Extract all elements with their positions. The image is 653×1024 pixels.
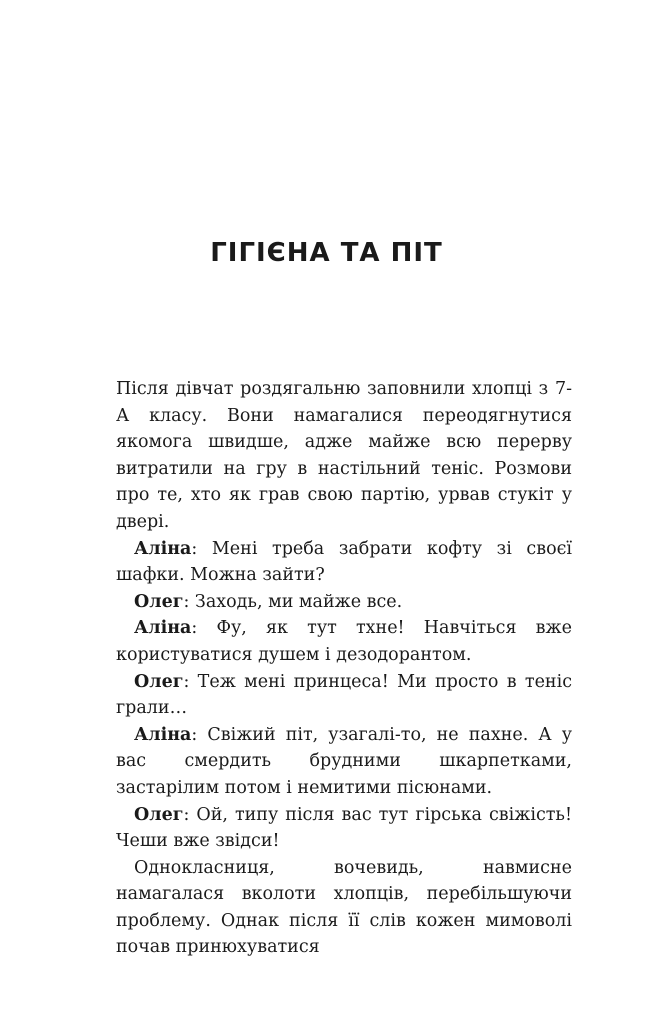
dialogue-text: : Теж мені принцеса! Ми просто в теніс грали… bbox=[116, 671, 572, 719]
dialogue-text: : Мені треба забрати кофту зі своєї шафки. Можна зайти? bbox=[116, 538, 572, 586]
paragraph-narration bbox=[116, 376, 572, 536]
speaker-name: Олег bbox=[134, 671, 184, 692]
dialogue-text: : Заходь, ми майже все. bbox=[183, 591, 403, 612]
paragraph-narration bbox=[116, 855, 572, 961]
paragraph-dialogue bbox=[116, 669, 572, 722]
speaker-name: Аліна bbox=[134, 724, 192, 745]
dialogue-text: : Фу, як тут тхне! Навчіться вже користуватися душем і дезодорантом. bbox=[116, 618, 572, 665]
speaker-name: Аліна bbox=[134, 618, 192, 639]
body-text bbox=[116, 376, 572, 961]
speaker-name: Аліна bbox=[134, 538, 192, 559]
narration-text: Після дівчат роздягальню заповнили хлопці з 7-А класу. Вони намагалися переодягнутися якомога швидше, адже майже всю перерву витратили на гру в настільний теніс. Розмови про те, хто як грав свою партію, урвав стукіт у двері. bbox=[116, 379, 572, 532]
paragraph-dialogue bbox=[116, 589, 572, 616]
paragraph-dialogue bbox=[116, 802, 572, 855]
speaker-name: Олег bbox=[134, 804, 184, 825]
chapter-title: ГІГІЄНА ТА ПІТ bbox=[210, 238, 443, 268]
paragraph-dialogue bbox=[116, 615, 572, 668]
speaker-name: Олег bbox=[134, 591, 184, 612]
dialogue-text: : Свіжий піт, узагалі-то, не пахне. А у вас смердить брудними шкарпетками, застарілим потом і немитими пісюнами. bbox=[116, 724, 572, 798]
dialogue-text: : Ой, типу після вас тут гірська свіжість! Чеши вже звідси! bbox=[116, 804, 572, 852]
paragraph-dialogue bbox=[116, 536, 572, 589]
paragraph-dialogue bbox=[116, 722, 572, 802]
narration-text: Однокласниця, вочевидь, навмисне намагалася вколоти хлопців, перебільшуючи проблему. Однак після її слів кожен мимоволі почав принюхуватися bbox=[116, 857, 572, 958]
